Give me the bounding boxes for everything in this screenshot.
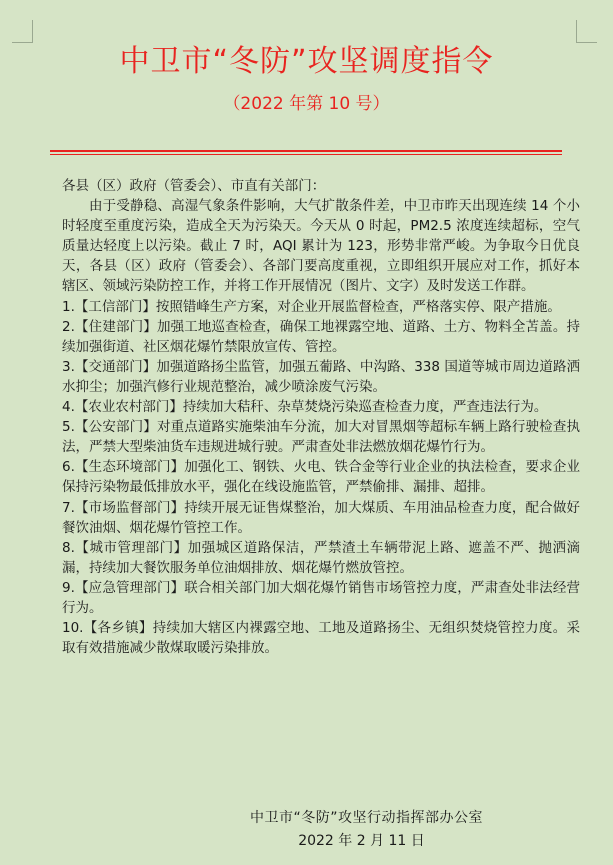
directive-item-7: 7.【市场监督部门】持续开展无证售煤整治，加大煤质、车用油品检查力度，配合做好餐饮油烟、烟花爆竹管控工作。 [62,499,580,536]
crop-mark-top-left [12,20,33,43]
red-divider-thin [50,154,562,155]
directive-item-9: 9.【应急管理部门】联合相关部门加大烟花爆竹销售市场管控力度，严肃查处非法经营行为。 [62,579,580,616]
issue-date: 2022 年 2 月 11 日 [298,833,425,849]
directive-item-2: 2.【住建部门】加强工地巡查检查，确保工地裸露空地、道路、土方、物料全苫盖。持续加强街道、社区烟花爆竹禁限放宣传、管控。 [62,318,580,355]
document-title: 中卫市“冬防”攻坚调度指令 [119,44,494,79]
directive-item-1: 1.【工信部门】按照错峰生产方案，对企业开展监督检查，严格落实停、限产措施。 [62,298,561,315]
salutation: 各县（区）政府（管委会）、市直有关部门： [62,178,326,194]
issuing-office: 中卫市“冬防”攻坚行动指挥部办公室 [249,810,483,826]
directive-item-10: 10.【各乡镇】持续加大辖区内裸露空地、工地及道路扬尘、无组织焚烧管控力度。采取有效措施减少散煤取暖污染排放。 [62,620,580,657]
directive-item-6: 6.【生态环境部门】加强化工、钢铁、火电、铁合金等行业企业的执法检查，要求企业保持污染物最低排放水平，强化在线设施监管，严禁偷排、漏排、超排。 [62,459,580,496]
crop-mark-top-right [576,20,597,43]
issue-number: （2022 年第 10 号） [223,94,390,114]
document-body [62,176,580,658]
directive-item-4: 4.【农业农村部门】持续加大秸秆、杂草焚烧污染巡查检查力度，严查违法行为。 [62,399,548,416]
directive-item-3: 3.【交通部门】加强道路扬尘监管，加强五葡路、中沟路、338 国道等城市周边道路洒水抑尘；加强汽修行业规范整治，减少喷涂废气污染。 [62,358,580,395]
red-divider-thick [50,150,562,152]
directive-item-5: 5.【公安部门】对重点道路实施柴油车分流，加大对冒黑烟等超标车辆上路行驶检查执法，严禁大型柴油货车违规进城行驶。严肃查处非法燃放烟花爆竹行为。 [62,419,580,456]
directive-item-8: 8.【城市管理部门】加强城区道路保洁，严禁渣土车辆带泥上路、遮盖不严、抛洒滴漏，持续加大餐饮服务单位油烟排放、烟花爆竹燃放管控。 [62,539,580,576]
intro-paragraph: 由于受静稳、高湿气象条件影响，大气扩散条件差，中卫市昨天出现连续 14 个小时轻度至重度污染，造成全天为污染天。今天从 0 时起，PM2.5 浓度连续超标，空气质量达轻度上以污染。截止 7 时，AQI 累计为 123，形势非常严峻。为争取今日优良天，各县（区）政府（管委会）、各部门要高度重视，立即组织开展应对工作，抓好本辖区、领域污染防控工作，并将工作开展情况（图片、文字）及时发送工作群。 [62,198,580,295]
